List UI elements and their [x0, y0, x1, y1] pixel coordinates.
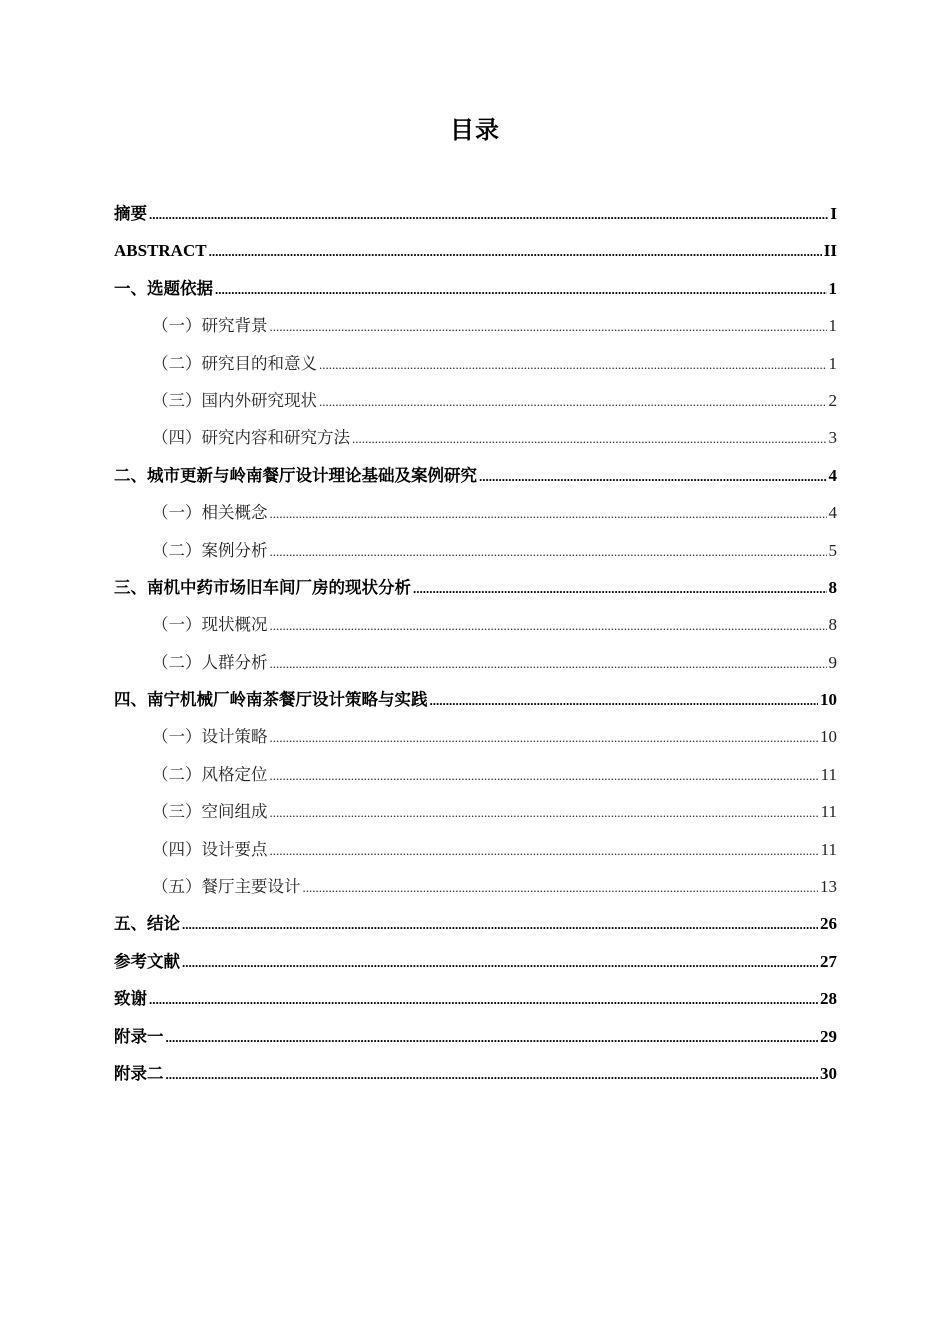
toc-entry-page: 11 [820, 839, 837, 859]
toc-leader-dots [166, 1056, 819, 1093]
toc-entry-page: 10 [820, 690, 837, 710]
toc-entry[interactable] [114, 681, 837, 718]
toc-subentry[interactable] [114, 532, 837, 569]
toc-entry-page: 3 [828, 428, 837, 448]
toc-entry-label: （四）设计要点 [152, 839, 268, 859]
toc-subentry[interactable] [114, 718, 837, 755]
toc-entry-label: （四）研究内容和研究方法 [152, 428, 350, 448]
toc-leader-dots [270, 607, 827, 644]
toc-leader-dots [413, 570, 827, 607]
toc-entry[interactable] [114, 270, 837, 307]
toc-entry-label: （二）人群分析 [152, 652, 268, 672]
toc-entry[interactable] [114, 980, 837, 1017]
toc-entry-page: 1 [828, 278, 837, 298]
toc-entry-label: （一）设计策略 [152, 727, 268, 747]
toc-subentry[interactable] [114, 382, 837, 419]
toc-leader-dots [270, 832, 819, 869]
toc-entry-label: （二）案例分析 [152, 540, 268, 560]
toc-entry-label: （三）国内外研究现状 [152, 390, 317, 410]
toc-entry-label: 参考文献 [114, 951, 180, 971]
toc-entry-page: 2 [828, 390, 837, 410]
toc-entry-label: 致谢 [114, 989, 147, 1009]
toc-entry-page: 5 [828, 540, 837, 560]
toc-subentry[interactable] [114, 494, 837, 531]
toc-leader-dots [319, 346, 827, 383]
toc-entry-page: 4 [828, 465, 837, 485]
toc-leader-dots [166, 1019, 819, 1056]
toc-leader-dots [149, 981, 818, 1018]
toc-entry-label: 摘要 [114, 204, 147, 223]
toc-subentry[interactable] [114, 868, 837, 905]
toc-entry-page: 28 [820, 989, 837, 1009]
toc-entry-page: 11 [820, 802, 837, 822]
toc-subentry[interactable] [114, 307, 837, 344]
toc-subentry[interactable] [114, 419, 837, 456]
toc-entry[interactable] [114, 457, 837, 494]
toc-leader-dots [270, 757, 819, 794]
toc-leader-dots [270, 495, 827, 532]
toc-leader-dots [149, 196, 828, 233]
toc-entry-page: I [830, 204, 837, 223]
toc-entry[interactable] [114, 569, 837, 606]
toc-leader-dots [303, 869, 819, 906]
toc-entry-label: 五、结论 [114, 914, 180, 934]
toc-entry-page: II [823, 241, 837, 261]
toc-entry-page: 11 [820, 764, 837, 784]
toc-entry-page: 27 [820, 951, 837, 971]
toc-subentry[interactable] [114, 793, 837, 830]
toc-subentry[interactable] [114, 345, 837, 382]
toc-leader-dots [270, 719, 819, 756]
toc-entry[interactable] [114, 195, 837, 232]
toc-entry-page: 1 [828, 353, 837, 373]
toc-leader-dots [479, 458, 827, 495]
toc-entry-label: 三、南机中药市场旧车间厂房的现状分析 [114, 577, 411, 597]
toc-leader-dots [270, 645, 827, 682]
toc-leader-dots [215, 271, 827, 308]
toc-entry[interactable] [114, 232, 837, 269]
toc-title: 目录 [450, 116, 500, 144]
toc-entry[interactable] [114, 1055, 837, 1092]
toc-entry-label: （二）研究目的和意义 [152, 353, 317, 373]
toc-entry-label: 四、南宁机械厂岭南茶餐厅设计策略与实践 [114, 690, 428, 710]
toc-leader-dots [430, 682, 819, 719]
toc-entry-page: 9 [828, 652, 837, 672]
toc-leader-dots [270, 533, 827, 570]
toc-entry-label: ABSTRACT [114, 241, 207, 261]
toc-entry-label: （五）餐厅主要设计 [152, 877, 301, 897]
toc-subentry[interactable] [114, 756, 837, 793]
toc-entry-page: 4 [828, 503, 837, 523]
toc-entry-label: （一）相关概念 [152, 503, 268, 523]
toc-entry-page: 26 [820, 914, 837, 934]
toc-entry-label: （三）空间组成 [152, 802, 268, 822]
toc-leader-dots [270, 308, 827, 345]
toc-entry-label: 附录一 [114, 1026, 164, 1046]
toc-entry-label: （二）风格定位 [152, 764, 268, 784]
toc-entry-page: 8 [828, 577, 837, 597]
toc-leader-dots [182, 906, 818, 943]
toc-entry-page: 29 [820, 1026, 837, 1046]
toc-entry-label: 一、选题依据 [114, 278, 213, 298]
toc-entry-page: 10 [820, 727, 837, 747]
toc-leader-dots [270, 794, 819, 831]
toc-entry[interactable] [114, 1018, 837, 1055]
toc-entry-page: 8 [828, 615, 837, 635]
toc-subentry[interactable] [114, 606, 837, 643]
toc-leader-dots [319, 383, 827, 420]
toc-leader-dots [352, 420, 827, 457]
table-of-contents [114, 195, 837, 1092]
toc-entry[interactable] [114, 943, 837, 980]
toc-entry-page: 1 [828, 316, 837, 336]
toc-entry-label: 附录二 [114, 1063, 164, 1083]
toc-subentry[interactable] [114, 644, 837, 681]
toc-leader-dots [182, 944, 818, 981]
toc-entry-label: 二、城市更新与岭南餐厅设计理论基础及案例研究 [114, 465, 477, 485]
toc-entry[interactable] [114, 905, 837, 942]
toc-entry-label: （一）研究背景 [152, 316, 268, 336]
toc-leader-dots [209, 233, 822, 270]
toc-subentry[interactable] [114, 831, 837, 868]
toc-entry-page: 30 [820, 1063, 837, 1083]
toc-entry-label: （一）现状概况 [152, 615, 268, 635]
toc-entry-page: 13 [820, 877, 837, 897]
